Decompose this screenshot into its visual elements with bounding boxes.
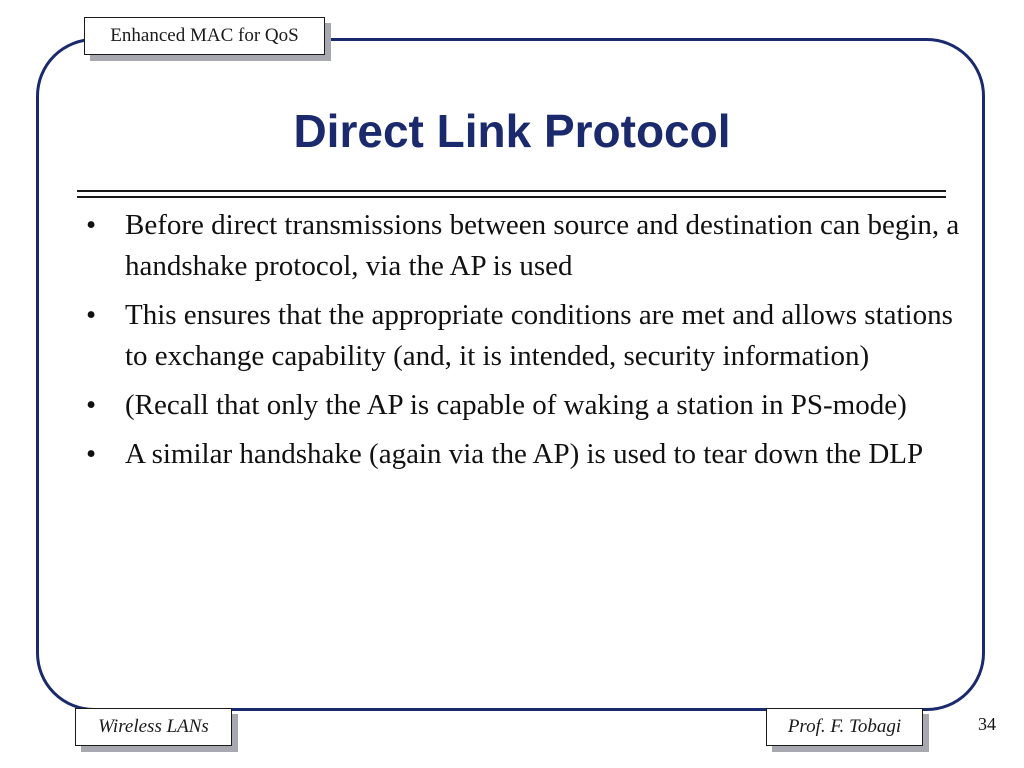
bullet-list <box>84 205 964 483</box>
footer-left-label: Wireless LANs <box>98 716 209 737</box>
footer-right-label: Prof. F. Tobagi <box>787 716 902 737</box>
bullet-item <box>84 434 964 475</box>
title-divider-top <box>77 190 946 192</box>
slide-title: Direct Link Protocol <box>293 105 731 157</box>
bullet-icon: • <box>86 438 97 470</box>
bullet-item <box>84 295 964 377</box>
footer-right-box <box>766 708 923 746</box>
bullet-item <box>84 205 964 287</box>
bullet-text: This ensures that the appropriate conditions are met and allows stations to exchange capability (and, it is intended, security information) <box>125 299 953 372</box>
bullet-icon: • <box>86 389 97 421</box>
bullet-icon: • <box>86 299 97 331</box>
bullet-icon: • <box>86 209 97 241</box>
title-divider-bottom <box>77 196 946 198</box>
bullet-text: A similar handshake (again via the AP) is used to tear down the DLP <box>125 438 924 470</box>
footer-left-box <box>75 708 232 746</box>
bullet-item <box>84 385 964 426</box>
bullet-text: Before direct transmissions between source and destination can begin, a handshake protocol, via the AP is used <box>125 209 960 282</box>
page-number: 34 <box>978 714 996 734</box>
course-label: Enhanced MAC for QoS <box>110 25 299 46</box>
bullet-text: (Recall that only the AP is capable of waking a station in PS-mode) <box>125 389 907 421</box>
course-label-box <box>84 17 325 55</box>
